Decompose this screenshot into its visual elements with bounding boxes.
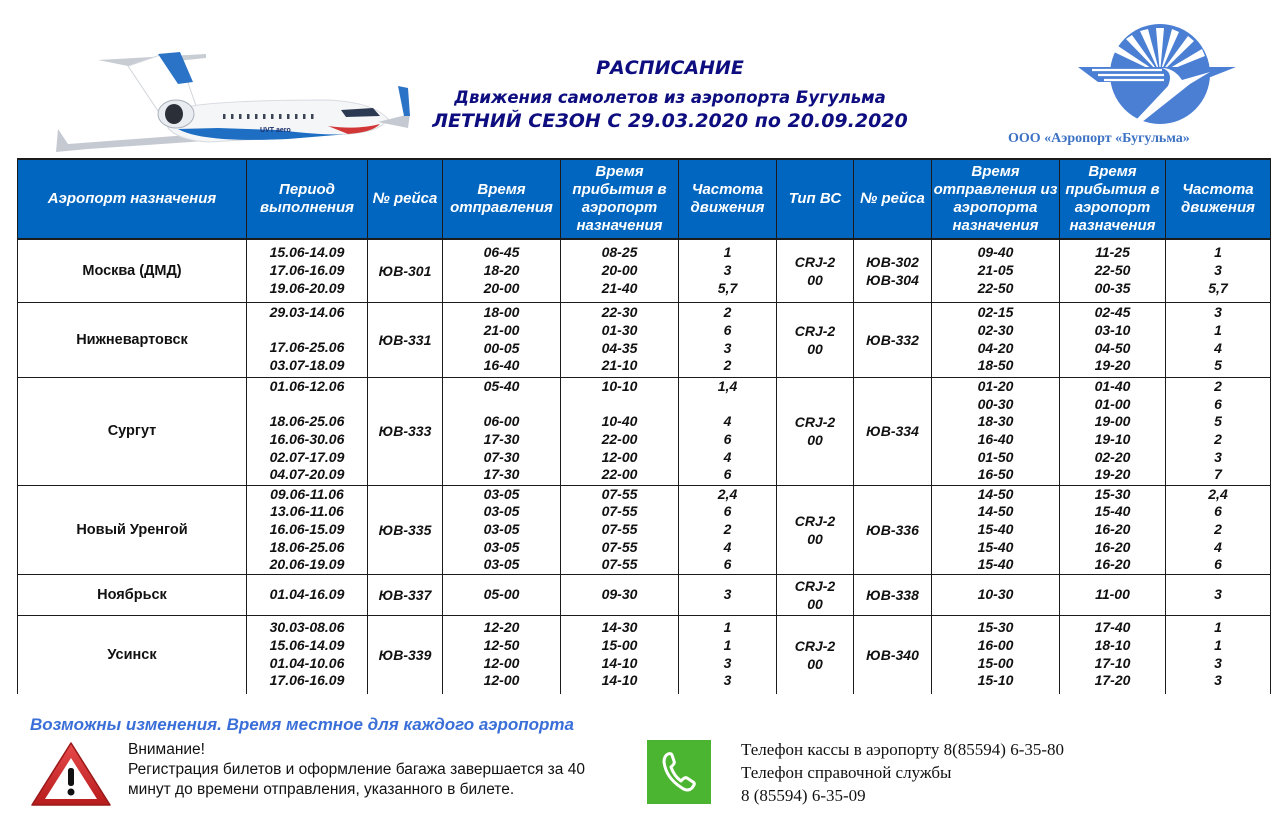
flight-number-back bbox=[854, 302, 932, 377]
aircraft-type bbox=[777, 377, 854, 485]
frequency-out-list bbox=[679, 302, 777, 377]
period-item bbox=[247, 396, 367, 414]
departure-item: 03-05 bbox=[483, 538, 520, 555]
period-item: 15.06-14.09 bbox=[269, 637, 345, 654]
airport-logo-icon bbox=[1078, 22, 1236, 126]
departure-back-item: 15-00 bbox=[977, 654, 1014, 671]
flight-number-out-text: ЮВ-339 bbox=[378, 646, 432, 663]
col-header-arrival: Время прибытия в аэропорт назначения bbox=[561, 159, 679, 239]
arrival-back-item: 17-40 bbox=[1094, 619, 1131, 636]
frequency-out-item: 6 bbox=[723, 430, 732, 447]
aircraft-type-text: CRJ-200 bbox=[794, 253, 836, 288]
departure-item: 05-00 bbox=[483, 586, 520, 603]
departure-back-list bbox=[932, 239, 1060, 302]
frequency-back-item: 2 bbox=[1214, 520, 1222, 537]
departure-item: 12-00 bbox=[483, 672, 520, 689]
destination-cell: Сургут bbox=[18, 377, 247, 485]
departure-item: 12-20 bbox=[483, 619, 520, 636]
period-item: 30.03-08.06 bbox=[269, 619, 345, 636]
departure-list bbox=[443, 302, 561, 377]
departure-back-item: 02-15 bbox=[977, 304, 1014, 321]
arrival-back-item: 15-30 bbox=[1094, 485, 1131, 502]
period-item: 09.06-11.06 bbox=[270, 485, 344, 502]
col-header-departure: Время отправления bbox=[443, 159, 561, 239]
departure-item: 21-00 bbox=[483, 321, 520, 338]
frequency-back-item: 1 bbox=[1214, 321, 1222, 338]
departure-item: 06-00 bbox=[483, 413, 520, 430]
frequency-back-item: 1 bbox=[1214, 637, 1222, 654]
flight-number-out-text: ЮВ-301 bbox=[378, 262, 432, 279]
flight-number-back-text: ЮВ-336 bbox=[866, 521, 919, 538]
departure-back-item: 10-30 bbox=[977, 586, 1014, 603]
frequency-out-list bbox=[679, 575, 777, 616]
frequency-back-list bbox=[1166, 575, 1271, 616]
departure-back-item: 16-50 bbox=[977, 466, 1014, 483]
frequency-out-item: 6 bbox=[723, 466, 732, 483]
table-header-row bbox=[18, 159, 1271, 239]
frequency-back-item: 3 bbox=[1214, 586, 1222, 603]
frequency-back-item: 7 bbox=[1214, 466, 1222, 483]
period-list bbox=[247, 575, 368, 616]
departure-back-list bbox=[932, 485, 1060, 575]
period-list bbox=[247, 377, 368, 485]
page-subtitle: Движения самолетов из аэропорта Бугульма bbox=[454, 88, 886, 107]
arrival-item: 15-00 bbox=[601, 637, 638, 654]
arrival-item: 08-25 bbox=[601, 244, 638, 261]
table-row bbox=[18, 485, 1271, 575]
frequency-out-list bbox=[679, 377, 777, 485]
departure-list bbox=[443, 239, 561, 302]
frequency-back-item: 2 bbox=[1214, 377, 1222, 394]
period-item: 16.06-15.09 bbox=[269, 520, 345, 537]
arrival-back-item: 04-50 bbox=[1094, 339, 1131, 356]
departure-item: 03-05 bbox=[483, 556, 520, 573]
period-item: 16.06-30.06 bbox=[269, 430, 345, 447]
frequency-out-list bbox=[679, 239, 777, 302]
departure-back-item: 21-05 bbox=[977, 261, 1014, 278]
aircraft-type bbox=[777, 616, 854, 694]
frequency-back-item: 2 bbox=[1214, 431, 1222, 447]
arrival-item: 04-35 bbox=[601, 339, 638, 356]
frequency-back-item: 6 bbox=[1214, 556, 1222, 573]
frequency-back-list bbox=[1166, 302, 1271, 377]
arrival-back-item: 18-10 bbox=[1094, 637, 1131, 654]
destination-cell: Усинск bbox=[18, 616, 247, 694]
arrival-item: 21-40 bbox=[601, 279, 638, 296]
departure-back-item: 04-20 bbox=[977, 339, 1014, 356]
arrival-item: 12-00 bbox=[601, 448, 638, 465]
arrival-item: 14-10 bbox=[601, 672, 638, 689]
departure-back-item: 18-50 bbox=[977, 357, 1014, 374]
frequency-back-item: 3 bbox=[1214, 672, 1222, 689]
departure-back-item: 09-40 bbox=[977, 244, 1014, 261]
arrival-back-item: 19-10 bbox=[1094, 431, 1131, 447]
arrival-back-item: 03-10 bbox=[1094, 321, 1131, 338]
flight-number-back-text: ЮВ-340 bbox=[866, 646, 919, 663]
departure-item: 12-50 bbox=[483, 637, 520, 654]
info-service-phone: 8 (85594) 6-35-09 bbox=[741, 786, 866, 805]
warning-line-2: минут до времени отправления, указанного в билете. bbox=[128, 781, 515, 798]
departure-item: 20-00 bbox=[483, 279, 520, 296]
destination-cell: Нижневартовск bbox=[18, 302, 247, 377]
departure-back-item: 01-20 bbox=[977, 377, 1014, 394]
arrival-back-item: 17-20 bbox=[1094, 672, 1131, 689]
aircraft-type-text: CRJ-200 bbox=[794, 637, 836, 672]
period-item: 18.06-25.06 bbox=[269, 413, 345, 430]
departure-back-item: 14-50 bbox=[977, 485, 1014, 502]
frequency-out-item: 6 bbox=[723, 556, 732, 573]
flight-number-out bbox=[368, 302, 443, 377]
aircraft-type bbox=[777, 239, 854, 302]
frequency-out-item: 3 bbox=[723, 672, 732, 689]
frequency-back-item: 6 bbox=[1214, 503, 1222, 520]
frequency-out-item: 1 bbox=[723, 637, 732, 654]
period-item: 13.06-11.06 bbox=[270, 503, 344, 520]
frequency-out-item: 1,4 bbox=[717, 377, 738, 394]
arrival-list bbox=[561, 616, 679, 694]
col-header-destination: Аэропорт назначения bbox=[18, 159, 247, 239]
period-item bbox=[247, 322, 367, 340]
col-header-flight-back: № рейса bbox=[854, 159, 932, 239]
aircraft-type-text: CRJ-200 bbox=[794, 414, 836, 448]
frequency-out-item: 2,4 bbox=[717, 485, 738, 502]
table-row bbox=[18, 616, 1271, 694]
frequency-out-item: 2 bbox=[723, 304, 732, 321]
period-item: 02.07-17.09 bbox=[269, 448, 345, 465]
frequency-back-item: 6 bbox=[1214, 395, 1222, 412]
arrival-back-item: 01-00 bbox=[1094, 395, 1131, 412]
departure-back-item: 01-50 bbox=[977, 448, 1014, 465]
arrival-list bbox=[561, 302, 679, 377]
frequency-out-item: 3 bbox=[723, 339, 732, 356]
arrival-list bbox=[561, 575, 679, 616]
departure-item: 18-00 bbox=[483, 304, 520, 321]
period-list bbox=[247, 302, 368, 377]
flight-number-back-text: ЮВ-334 bbox=[866, 423, 919, 439]
arrival-back-item: 01-40 bbox=[1094, 377, 1131, 394]
period-item: 03.07-18.09 bbox=[269, 357, 345, 374]
arrival-item: 10-10 bbox=[601, 377, 638, 394]
departure-list bbox=[443, 485, 561, 575]
period-item: 01.04-16.09 bbox=[269, 586, 345, 603]
arrival-back-item: 11-00 bbox=[1095, 586, 1130, 603]
arrival-item: 22-00 bbox=[601, 430, 638, 447]
arrival-item: 22-00 bbox=[601, 466, 638, 483]
flight-number-out bbox=[368, 485, 443, 575]
arrival-item: 01-30 bbox=[601, 321, 638, 338]
phone-icon bbox=[647, 740, 711, 804]
aircraft-type bbox=[777, 575, 854, 616]
frequency-back-item: 3 bbox=[1214, 304, 1222, 321]
period-list bbox=[247, 616, 368, 694]
departure-back-item: 15-10 bbox=[977, 672, 1014, 689]
arrival-back-list bbox=[1060, 485, 1166, 575]
arrival-item: 07-55 bbox=[601, 538, 638, 555]
arrival-item: 07-55 bbox=[601, 556, 638, 573]
frequency-back-item: 5,7 bbox=[1208, 279, 1228, 296]
schedule-table bbox=[17, 158, 1271, 694]
frequency-out-item: 3 bbox=[723, 261, 732, 278]
arrival-back-item: 22-50 bbox=[1094, 261, 1131, 278]
arrival-back-list bbox=[1060, 302, 1166, 377]
period-list bbox=[247, 485, 368, 575]
period-item: 17.06-16.09 bbox=[269, 672, 345, 689]
aircraft-livery: UVT aero bbox=[260, 127, 291, 134]
arrival-back-list bbox=[1060, 377, 1166, 485]
frequency-back-list bbox=[1166, 616, 1271, 694]
col-header-arrival-back: Время прибытия в аэропорт назначения bbox=[1060, 159, 1166, 239]
arrival-item bbox=[561, 396, 678, 414]
arrival-back-item: 16-20 bbox=[1094, 520, 1131, 537]
flight-number-out-text: ЮВ-333 bbox=[378, 423, 432, 439]
title-block bbox=[430, 55, 910, 133]
col-header-period: Период выполнения bbox=[247, 159, 368, 239]
destination-cell: Новый Уренгой bbox=[18, 485, 247, 575]
page-title: РАСПИСАНИЕ bbox=[596, 57, 744, 79]
departure-item: 07-30 bbox=[483, 448, 520, 465]
frequency-out-list bbox=[679, 616, 777, 694]
col-header-flight-out: № рейса bbox=[368, 159, 443, 239]
arrival-back-list bbox=[1060, 239, 1166, 302]
frequency-out-list bbox=[679, 485, 777, 575]
warning-triangle-icon bbox=[30, 741, 112, 809]
flight-number-out bbox=[368, 239, 443, 302]
frequency-back-list bbox=[1166, 239, 1271, 302]
departure-item: 17-30 bbox=[483, 466, 520, 483]
frequency-back-item: 2,4 bbox=[1208, 485, 1228, 502]
arrival-item: 09-30 bbox=[601, 586, 638, 603]
period-item: 17.06-25.06 bbox=[269, 339, 345, 356]
table-row bbox=[18, 302, 1271, 377]
departure-back-item: 18-30 bbox=[977, 413, 1014, 430]
frequency-out-item: 1 bbox=[723, 619, 732, 636]
table-row bbox=[18, 575, 1271, 616]
frequency-out-item: 5,7 bbox=[717, 279, 738, 296]
frequency-back-item: 3 bbox=[1214, 261, 1222, 278]
departure-item: 16-40 bbox=[483, 357, 520, 374]
flight-number-back bbox=[854, 485, 932, 575]
frequency-out-item: 6 bbox=[723, 503, 732, 520]
period-item: 01.06-12.06 bbox=[269, 377, 345, 394]
warning-text bbox=[128, 740, 585, 800]
arrival-list bbox=[561, 377, 679, 485]
departure-back-list bbox=[932, 302, 1060, 377]
departure-item: 06-45 bbox=[483, 244, 520, 261]
aircraft-type-text: CRJ-200 bbox=[794, 322, 836, 357]
phone-handset-icon bbox=[662, 752, 696, 792]
departure-back-item: 22-50 bbox=[977, 279, 1014, 296]
departure-back-item: 14-50 bbox=[977, 503, 1014, 520]
season-dates: ЛЕТНИЙ СЕЗОН С 29.03.2020 по 20.09.2020 bbox=[432, 110, 908, 132]
arrival-item: 22-30 bbox=[601, 304, 638, 321]
arrival-back-item: 00-35 bbox=[1094, 279, 1131, 296]
flight-number-out bbox=[368, 616, 443, 694]
frequency-out-item: 3 bbox=[723, 586, 732, 603]
frequency-out-item: 4 bbox=[723, 413, 732, 430]
col-header-frequency-back: Частота движения bbox=[1166, 159, 1271, 239]
col-header-aircraft: Тип ВС bbox=[777, 159, 854, 239]
frequency-out-item: 1 bbox=[723, 244, 732, 261]
frequency-back-list bbox=[1166, 485, 1271, 575]
departure-back-item: 15-40 bbox=[977, 556, 1014, 573]
departure-back-item: 15-30 bbox=[977, 619, 1014, 636]
flight-number-back-text: ЮВ-302 ЮВ-304 bbox=[866, 253, 919, 288]
flight-number-back bbox=[854, 575, 932, 616]
flight-number-back bbox=[854, 616, 932, 694]
departure-list bbox=[443, 616, 561, 694]
flight-number-back-text: ЮВ-332 bbox=[866, 331, 919, 348]
frequency-back-list bbox=[1166, 377, 1271, 485]
company-name: ООО «Аэропорт «Бугульма» bbox=[1008, 131, 1190, 146]
departure-back-item: 15-40 bbox=[977, 520, 1014, 537]
frequency-out-item: 2 bbox=[723, 520, 732, 537]
arrival-back-item: 02-45 bbox=[1094, 304, 1131, 321]
frequency-out-item: 4 bbox=[723, 538, 732, 555]
contact-info bbox=[741, 738, 1064, 807]
arrival-back-list bbox=[1060, 575, 1166, 616]
period-item: 04.07-20.09 bbox=[269, 466, 345, 483]
flight-number-out bbox=[368, 377, 443, 485]
flight-number-out-text: ЮВ-335 bbox=[378, 521, 432, 538]
table-row bbox=[18, 377, 1271, 485]
departure-item bbox=[443, 396, 560, 414]
departure-back-list bbox=[932, 575, 1060, 616]
period-item: 19.06-20.09 bbox=[269, 279, 345, 296]
departure-item: 03-05 bbox=[483, 485, 520, 502]
arrival-back-item: 17-10 bbox=[1094, 654, 1131, 671]
arrival-back-item: 15-40 bbox=[1094, 503, 1131, 520]
departure-item: 03-05 bbox=[483, 520, 520, 537]
aircraft-image bbox=[28, 44, 410, 154]
table-row bbox=[18, 239, 1271, 302]
departure-back-item: 00-30 bbox=[977, 395, 1014, 412]
period-item: 15.06-14.09 bbox=[269, 244, 345, 261]
frequency-back-item: 4 bbox=[1214, 339, 1222, 356]
arrival-item: 21-10 bbox=[601, 357, 638, 374]
col-header-frequency-out: Частота движения bbox=[679, 159, 777, 239]
departure-back-item: 16-40 bbox=[977, 431, 1014, 447]
flight-number-out-text: ЮВ-331 bbox=[378, 331, 432, 348]
arrival-back-item: 19-20 bbox=[1094, 466, 1131, 483]
departure-back-item: 16-00 bbox=[977, 637, 1014, 654]
flight-number-back bbox=[854, 239, 932, 302]
arrival-item: 20-00 bbox=[601, 261, 638, 278]
frequency-back-item: 5 bbox=[1214, 413, 1222, 430]
aircraft-type bbox=[777, 485, 854, 575]
aircraft-type-text: CRJ-200 bbox=[794, 512, 836, 547]
frequency-back-item: 1 bbox=[1214, 619, 1222, 636]
changes-note: Возможны изменения. Время местное для каждого аэропорта bbox=[30, 715, 574, 734]
arrival-item: 07-55 bbox=[601, 520, 638, 537]
period-item: 29.03-14.06 bbox=[269, 304, 345, 321]
destination-cell: Москва (ДМД) bbox=[18, 239, 247, 302]
departure-list bbox=[443, 377, 561, 485]
arrival-list bbox=[561, 239, 679, 302]
departure-back-list bbox=[932, 616, 1060, 694]
frequency-back-item: 4 bbox=[1214, 538, 1222, 555]
frequency-out-item: 4 bbox=[723, 448, 732, 465]
frequency-out-item: 3 bbox=[723, 654, 732, 671]
period-item: 20.06-19.09 bbox=[269, 556, 345, 573]
frequency-out-item bbox=[679, 396, 776, 414]
period-item: 18.06-25.06 bbox=[269, 538, 345, 555]
arrival-item: 07-55 bbox=[601, 485, 638, 502]
arrival-list bbox=[561, 485, 679, 575]
arrival-back-item: 16-20 bbox=[1094, 556, 1131, 573]
departure-back-item: 15-40 bbox=[977, 538, 1014, 555]
frequency-back-item: 3 bbox=[1214, 654, 1222, 671]
departure-item: 12-00 bbox=[483, 654, 520, 671]
arrival-back-item: 11-25 bbox=[1095, 244, 1130, 261]
frequency-out-item: 2 bbox=[723, 357, 732, 374]
arrival-back-item: 16-20 bbox=[1094, 538, 1131, 555]
period-item: 17.06-16.09 bbox=[269, 261, 345, 278]
departure-back-item: 02-30 bbox=[977, 321, 1014, 338]
warning-line-1: Регистрация билетов и оформление багажа завершается за 40 bbox=[128, 761, 585, 778]
departure-back-list bbox=[932, 377, 1060, 485]
arrival-item: 14-10 bbox=[601, 654, 638, 671]
warning-title: Внимание! bbox=[128, 741, 205, 758]
frequency-back-item: 5 bbox=[1214, 357, 1222, 374]
flight-number-back bbox=[854, 377, 932, 485]
arrival-back-list bbox=[1060, 616, 1166, 694]
period-item: 01.04-10.06 bbox=[269, 654, 345, 671]
frequency-out-item: 6 bbox=[723, 321, 732, 338]
departure-item: 05-40 bbox=[483, 377, 520, 394]
destination-cell: Ноябрьск bbox=[18, 575, 247, 616]
departure-item: 18-20 bbox=[483, 261, 520, 278]
departure-item: 03-05 bbox=[483, 503, 520, 520]
col-header-departure-back: Время отправления из аэропорта назначения bbox=[932, 159, 1060, 239]
flight-number-out bbox=[368, 575, 443, 616]
ticket-office-phone: Телефон кассы в аэропорту 8(85594) 6-35-80 bbox=[741, 740, 1065, 759]
arrival-item: 07-55 bbox=[601, 503, 638, 520]
departure-item: 17-30 bbox=[483, 430, 520, 447]
arrival-item: 10-40 bbox=[601, 413, 638, 430]
aircraft-type bbox=[777, 302, 854, 377]
arrival-back-item: 19-00 bbox=[1094, 413, 1131, 430]
period-list bbox=[247, 239, 368, 302]
frequency-back-item: 3 bbox=[1214, 448, 1222, 465]
departure-item: 00-05 bbox=[483, 339, 520, 356]
frequency-back-item: 1 bbox=[1214, 244, 1222, 261]
arrival-item: 14-30 bbox=[601, 619, 638, 636]
arrival-back-item: 19-20 bbox=[1094, 357, 1131, 374]
flight-number-out-text: ЮВ-337 bbox=[378, 587, 432, 604]
departure-list bbox=[443, 575, 561, 616]
flight-number-back-text: ЮВ-338 bbox=[866, 587, 919, 604]
info-service-label: Телефон справочной службы bbox=[741, 763, 952, 782]
aircraft-type-text: CRJ-200 bbox=[794, 578, 836, 613]
arrival-back-item: 02-20 bbox=[1094, 448, 1131, 465]
